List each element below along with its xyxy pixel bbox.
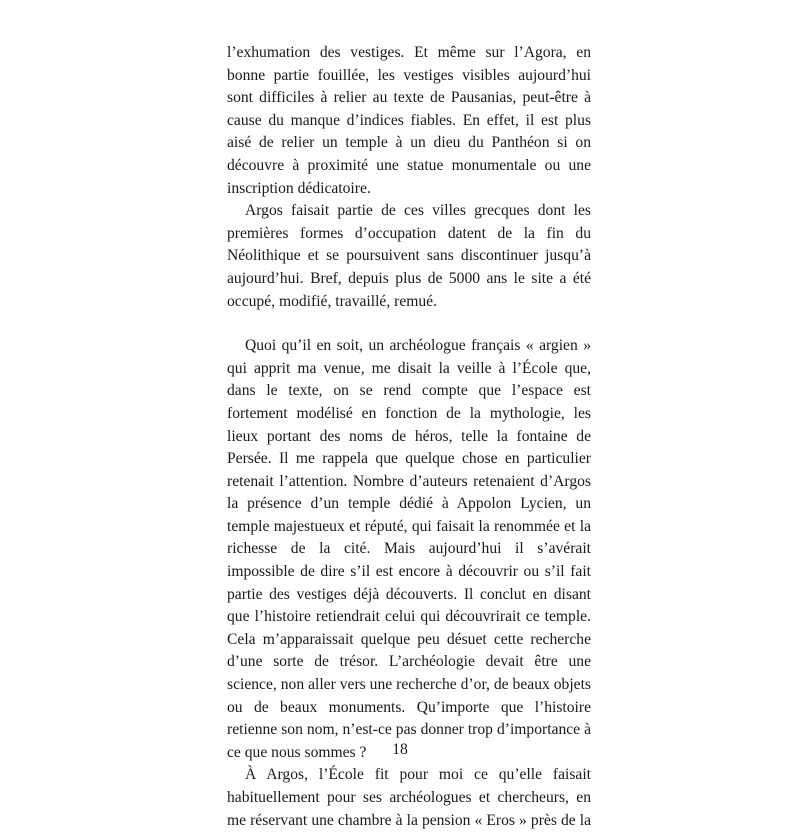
paragraph-4: À Argos, l’École fit pour moi ce qu’elle faisait habituellement pour ses archéologues et chercheurs, en me réservant une chambre à la pension « Eros » près de la [227, 766, 591, 829]
paragraph-2: Argos faisait partie de ces villes grecques dont les premières formes d’occupation datent de la fin du Néolithique et se poursuivent sans discontinuer jusqu’à aujourd’hui. Bref, depuis plus de 5000 ans le site a été occupé, modifié, travaillé, remué. [227, 202, 591, 310]
paragraph-3: Quoi qu’il en soit, un archéologue français « argien » qui apprit ma venue, me disait la veille à l’École que, dans le texte, on se rend compte que l’espace est fortement modélisé en fonction de la mythologie, les lieux portant des noms de héros, telle la fontaine de Persée. Il me rappela que quelque chose en particulier retenait l’attention. Nombre d’auteurs retenaient d’Argos la présence d’un temple dédié à Appolon Lycien, un temple majestueux et réputé, qui faisait la renommée et la richesse de la cité. Mais aujourd’hui il s’avérait impossible de dire s’il est encore à découvrir ou s’il fait partie des vestiges déjà découverts. Il conclut en disant que l’histoire retiendrait celui qui découvrirait ce temple. Cela m’apparaissait quelque peu désuet cette recherche d’une sorte de trésor. L’archéologie devait être une science, non aller vers une recherche d’or, de beaux objets ou de beaux monuments. Qu’importe que l’histoire retienne son nom, n’est-ce pas donner trop d’importance à ce que nous sommes ? [227, 337, 591, 761]
page-number: 18 [392, 741, 408, 758]
body-text [227, 42, 591, 832]
paragraph-1: l’exhumation des vestiges. Et même sur l’Agora, en bonne partie fouillée, les vestiges visibles aujourd’hui sont difficiles à relier au texte de Pausanias, peut-être à cause du manque d’indices fiables. En effet, il est plus aisé de relier un temple à un dieu du Panthéon si on découvre à proximité une statue monumentale ou une inscription dédicatoire. [227, 44, 591, 197]
section-break [227, 313, 591, 335]
